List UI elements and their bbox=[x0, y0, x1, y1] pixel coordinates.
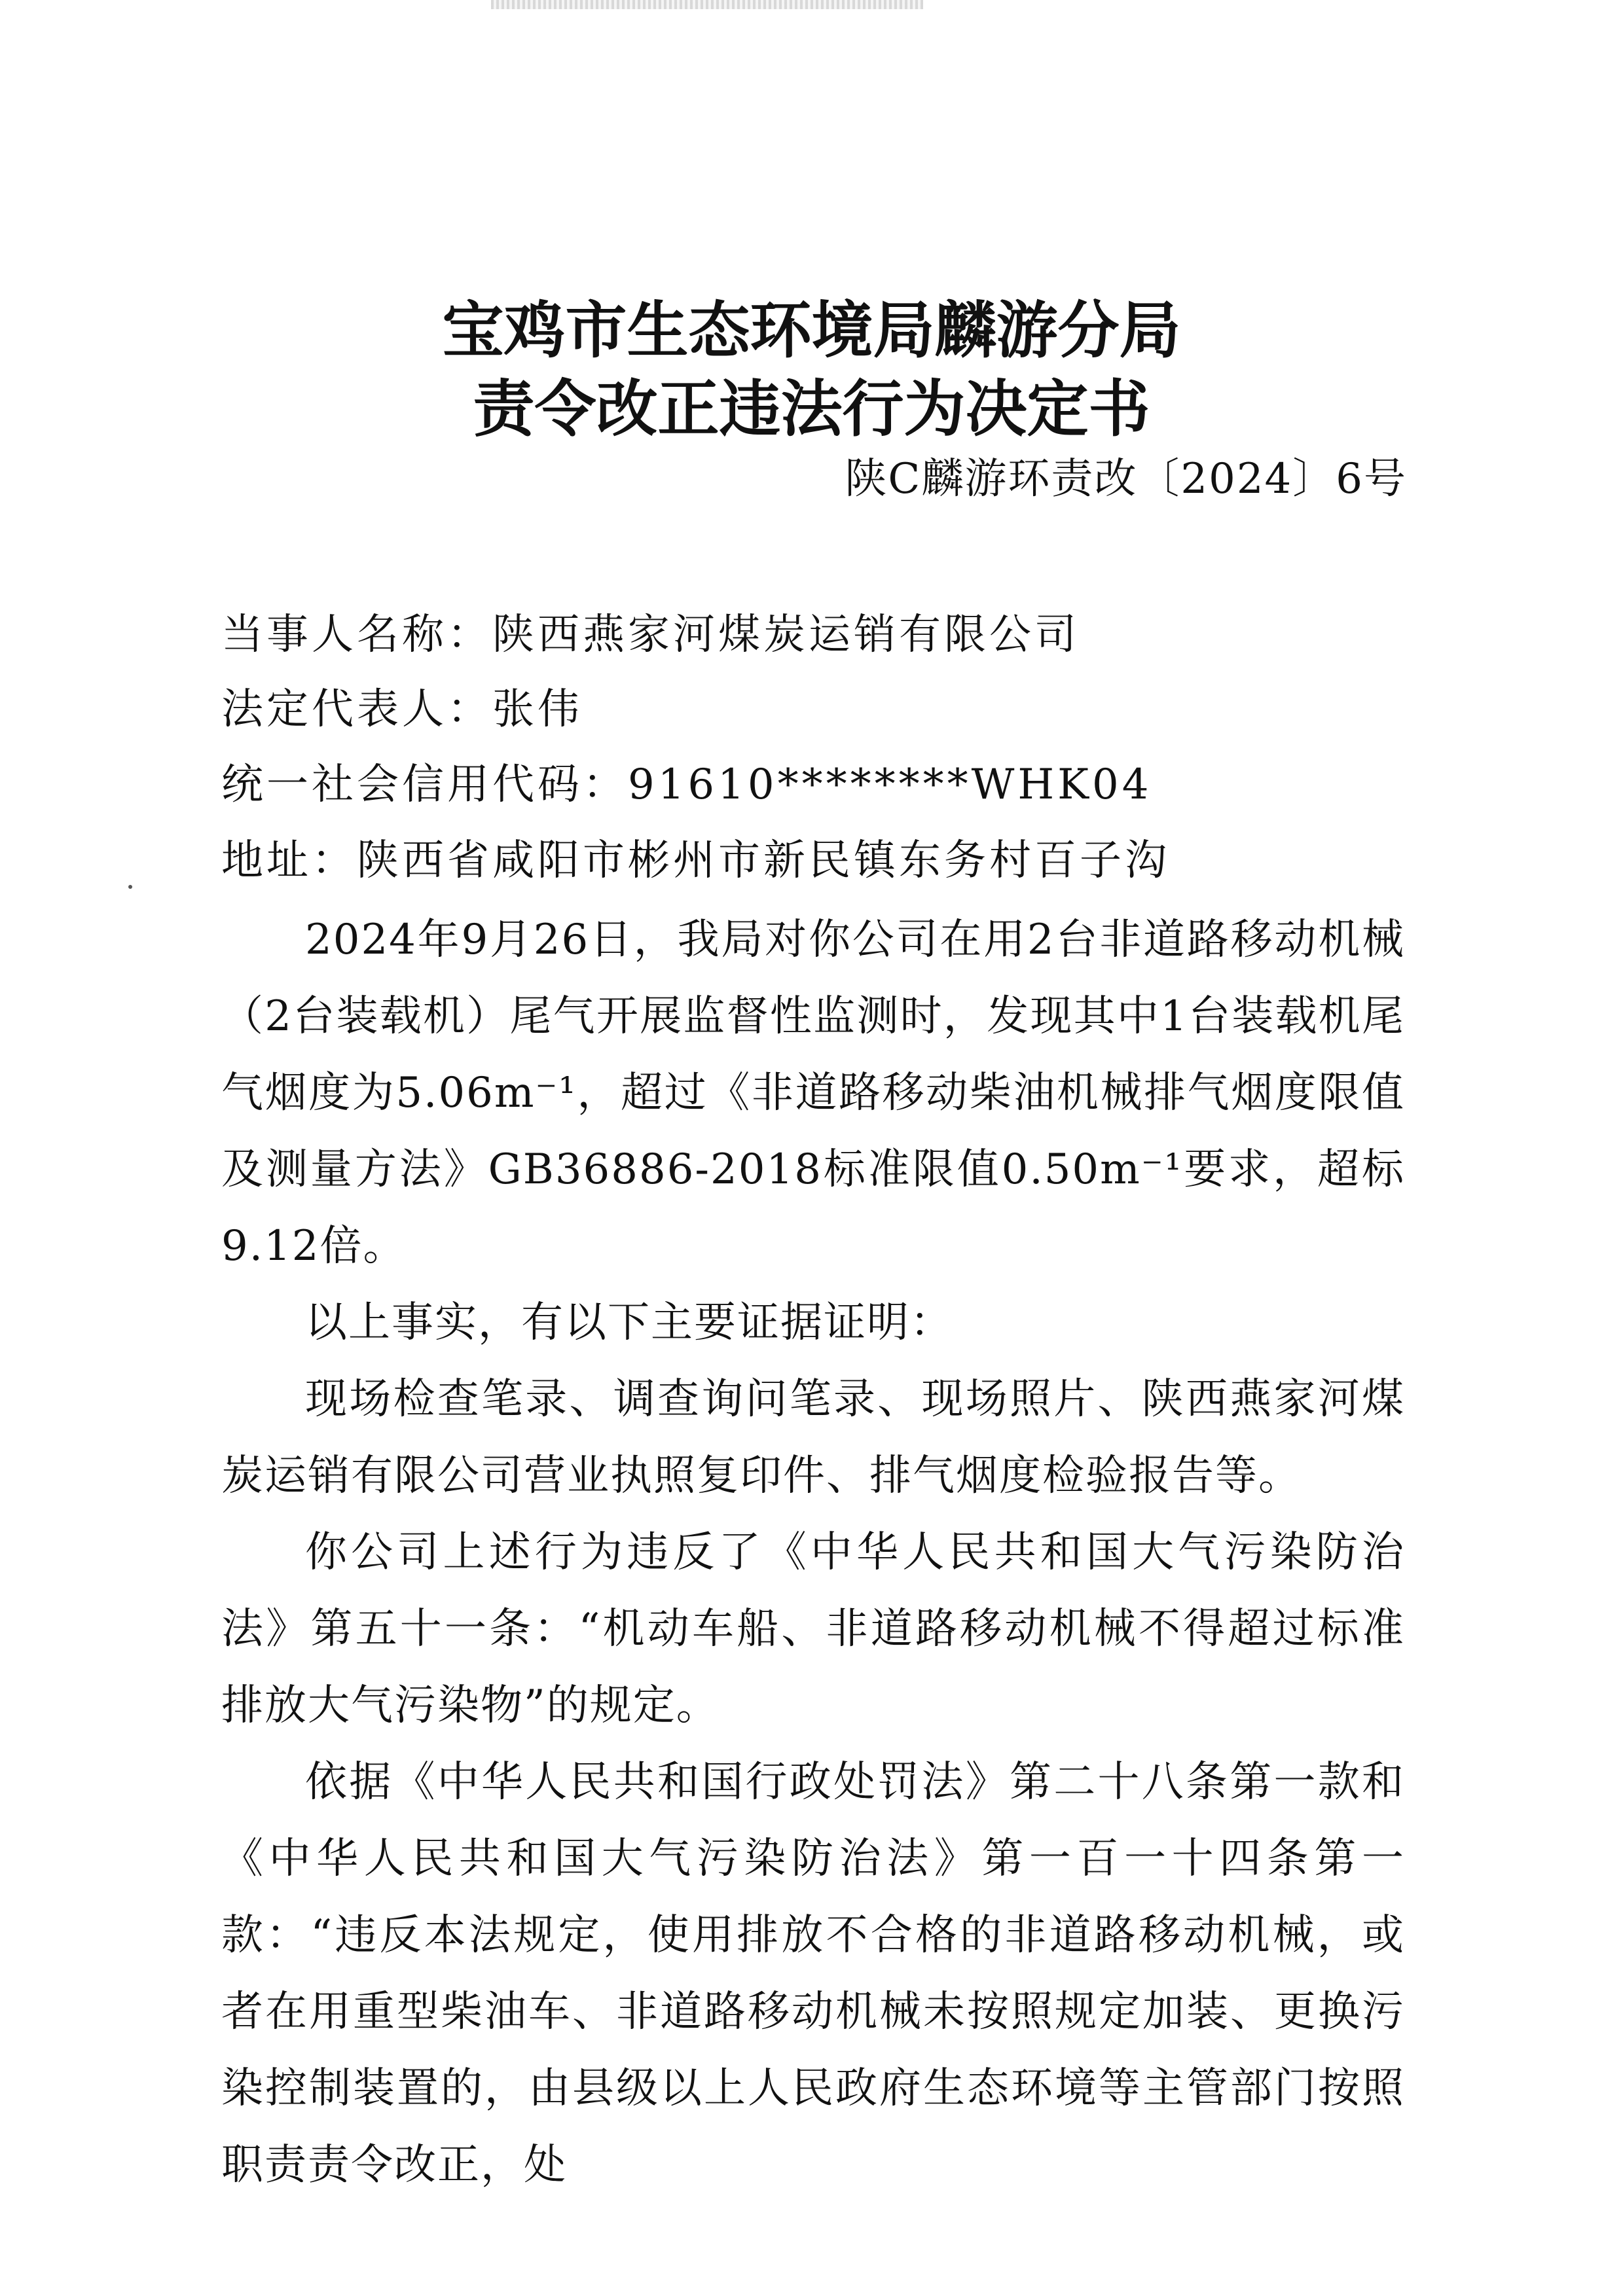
party-name-field: 当事人名称：陕西燕家河煤炭运销有限公司 bbox=[221, 611, 1080, 659]
document-title-line2: 责令改正违法行为决定书 bbox=[473, 373, 1150, 445]
credit-code-field: 统一社会信用代码：91610********WHK04 bbox=[221, 761, 1152, 809]
address-field: 地址：陕西省咸阳市彬州市新民镇东务村百子沟 bbox=[221, 836, 1170, 885]
document-body bbox=[221, 902, 1405, 2204]
document-title-line1: 宝鸡市生态环境局麟游分局 bbox=[442, 295, 1181, 367]
scan-edge-mark bbox=[491, 0, 923, 9]
paragraph-violation: 你公司上述行为违反了《中华人民共和国大气污染防治法》第五十一条：“机动车船、非道路移动机械不得超过标准排放大气污染物”的规定。 bbox=[221, 1528, 1405, 1730]
paragraph-facts: 2024年9月26日，我局对你公司在用2台非道路移动机械（2台装载机）尾气开展监督性监测时，发现其中1台装载机尾气烟度为5.06m⁻¹，超过《非道路移动柴油机械排气烟度限值及测量方法》GB36886-2018标准限值0.50m⁻¹要求，超标9.12倍。 bbox=[221, 916, 1405, 1270]
paragraph-legal-basis: 依据《中华人民共和国行政处罚法》第二十八条第一款和《中华人民共和国大气污染防治法》第一百一十四条第一款：“违反本法规定，使用排放不合格的非道路移动机械，或者在用重型柴油车、非道路移动机械未按照规定加装、更换污染控制装置的，由县级以上人民政府生态环境等主管部门按照职责责令改正，处 bbox=[221, 1758, 1405, 2189]
paragraph-evidence-list: 现场检查笔录、调查询问笔录、现场照片、陕西燕家河煤炭运销有限公司营业执照复印件、排气烟度检验报告等。 bbox=[221, 1375, 1405, 1500]
scan-speck bbox=[128, 885, 132, 889]
document-number: 陕C麟游环责改〔2024〕6号 bbox=[845, 455, 1407, 503]
legal-representative-field: 法定代表人：张伟 bbox=[221, 685, 583, 734]
paragraph-evidence-intro: 以上事实，有以下主要证据证明： bbox=[305, 1299, 953, 1347]
